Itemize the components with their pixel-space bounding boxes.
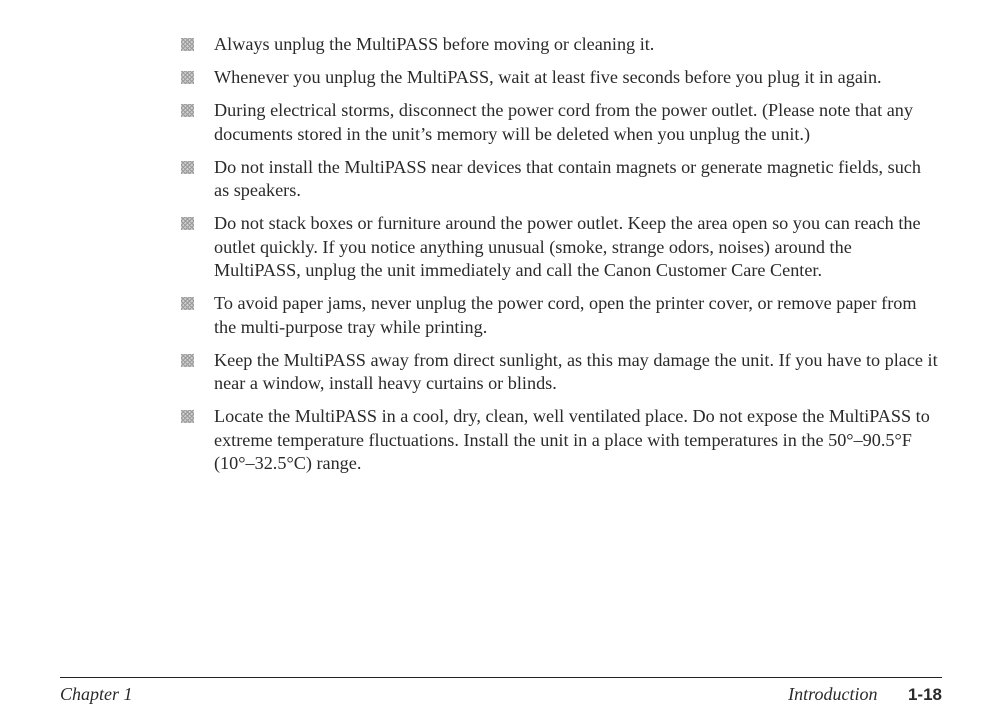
bullet-square-icon — [181, 104, 194, 117]
bullet-text: Always unplug the MultiPASS before moving or cleaning it. — [214, 34, 655, 54]
safety-bullet-list — [178, 33, 938, 485]
bullet-item — [178, 292, 938, 339]
bullet-square-icon — [181, 217, 194, 230]
bullet-text: Keep the MultiPASS away from direct sunlight, as this may damage the unit. If you have to place it near a window, install heavy curtains or blinds. — [214, 349, 938, 393]
bullet-item — [178, 212, 938, 283]
bullet-text: Whenever you unplug the MultiPASS, wait at least five seconds before you plug it in again. — [214, 67, 882, 87]
bullet-text: To avoid paper jams, never unplug the power cord, open the printer cover, or remove paper from the multi-purpose tray while printing. — [214, 293, 917, 337]
bullet-square-icon — [181, 410, 194, 423]
bullet-item — [178, 66, 938, 90]
footer-chapter-label: Chapter 1 — [60, 684, 133, 704]
bullet-item — [178, 156, 938, 203]
footer-section-label: Introduction — [788, 684, 878, 704]
bullet-text: During electrical storms, disconnect the power cord from the power outlet. (Please note that any documents stored in the unit’s memory will be deleted when you unplug the unit.) — [214, 100, 913, 144]
bullet-square-icon — [181, 161, 194, 174]
bullet-item — [178, 99, 938, 146]
bullet-item — [178, 405, 938, 476]
footer-page-number: 1-18 — [907, 685, 942, 704]
bullet-text: Do not install the MultiPASS near devices that contain magnets or generate magnetic fields, such as speakers. — [214, 156, 921, 200]
bullet-item — [178, 349, 938, 396]
bullet-square-icon — [181, 38, 194, 51]
footer-divider — [60, 677, 942, 678]
footer-page-info — [788, 684, 942, 705]
bullet-text: Do not stack boxes or furniture around the power outlet. Keep the area open so you can reach the outlet quickly. If you notice anything unusual (smoke, strange odors, noises) around the MultiPASS, unplug the unit immediately and call the Canon Customer Care Center. — [214, 213, 921, 280]
bullet-text: Locate the MultiPASS in a cool, dry, clean, well ventilated place. Do not expose the MultiPASS to extreme temperature fluctuations. Install the unit in a place with temperatures in the 50°–90.5°F (10°–32.5°C) range. — [214, 406, 930, 473]
bullet-square-icon — [181, 71, 194, 84]
bullet-item — [178, 33, 938, 57]
bullet-square-icon — [181, 354, 194, 367]
bullet-square-icon — [181, 297, 194, 310]
